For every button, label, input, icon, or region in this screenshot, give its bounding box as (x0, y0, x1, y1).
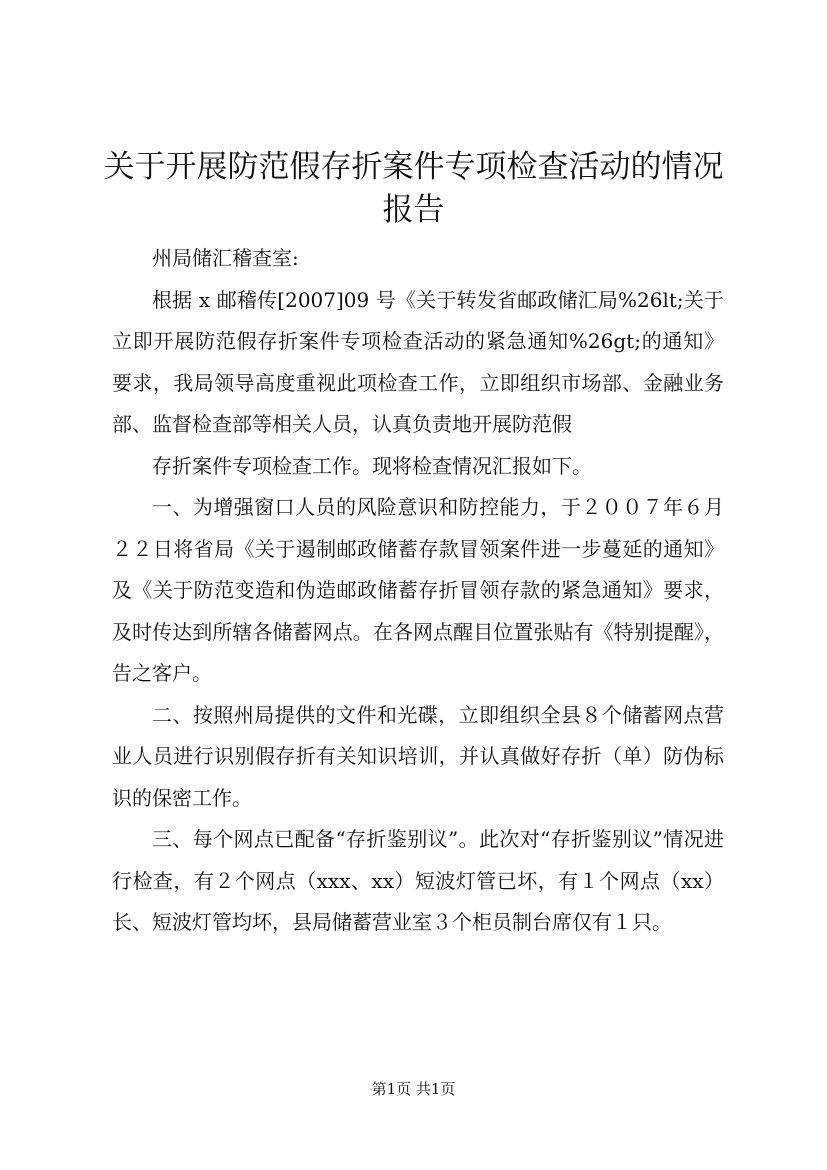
document-body (112, 238, 724, 944)
page-footer: 第1页 共1页 (371, 1080, 456, 1098)
paragraph-4: 二、按照州局提供的文件和光碟，立即组织全县８个储蓄网点营业人员进行识别假存折有关知识培训，并认真做好存折（单）防伪标识的保密工作。 (112, 702, 724, 810)
paragraph-3: 一、为增强窗口人员的风险意识和防控能力，于２００７年６月２２日将省局《关于遏制邮政储蓄存款冒领案件进一步蔓延的通知》及《关于防范变造和伪造邮政储蓄存折冒领存款的紧急通知》要求，及时传达到所辖各储蓄网点。在各网点醒目位置张贴有《特别提醒》，告之客户。 (112, 495, 724, 685)
paragraph-1: 根据 x 邮稽传[2007]09 号《关于转发省邮政储汇局%26lt;关于立即开展防范假存折案件专项检查活动的紧急通知%26gt;的通知》要求，我局领导高度重视此项检查工作，立即组织市场部、金融业务部、监督检查部等相关人员，认真负责地开展防范假 (112, 287, 724, 436)
salutation: 州局储汇稽查室: (152, 246, 299, 270)
paragraph-2: 存折案件专项检查工作。现将检查情况汇报如下。 (152, 453, 592, 478)
title-line-1: 关于开展防范假存折案件专项检查活动的情况 (103, 149, 724, 185)
paragraph-5: 三、每个网点已配备“存折鉴别议”。此次对“存折鉴别议”情况进行检查，有２个网点（xxx、xx）短波灯管已坏，有１个网点（xx）长、短波灯管均坏，县局储蓄营业室３个柜员制台席仅有１只。 (112, 827, 724, 934)
title-line-2: 报告 (382, 192, 445, 228)
document-title (0, 146, 827, 232)
